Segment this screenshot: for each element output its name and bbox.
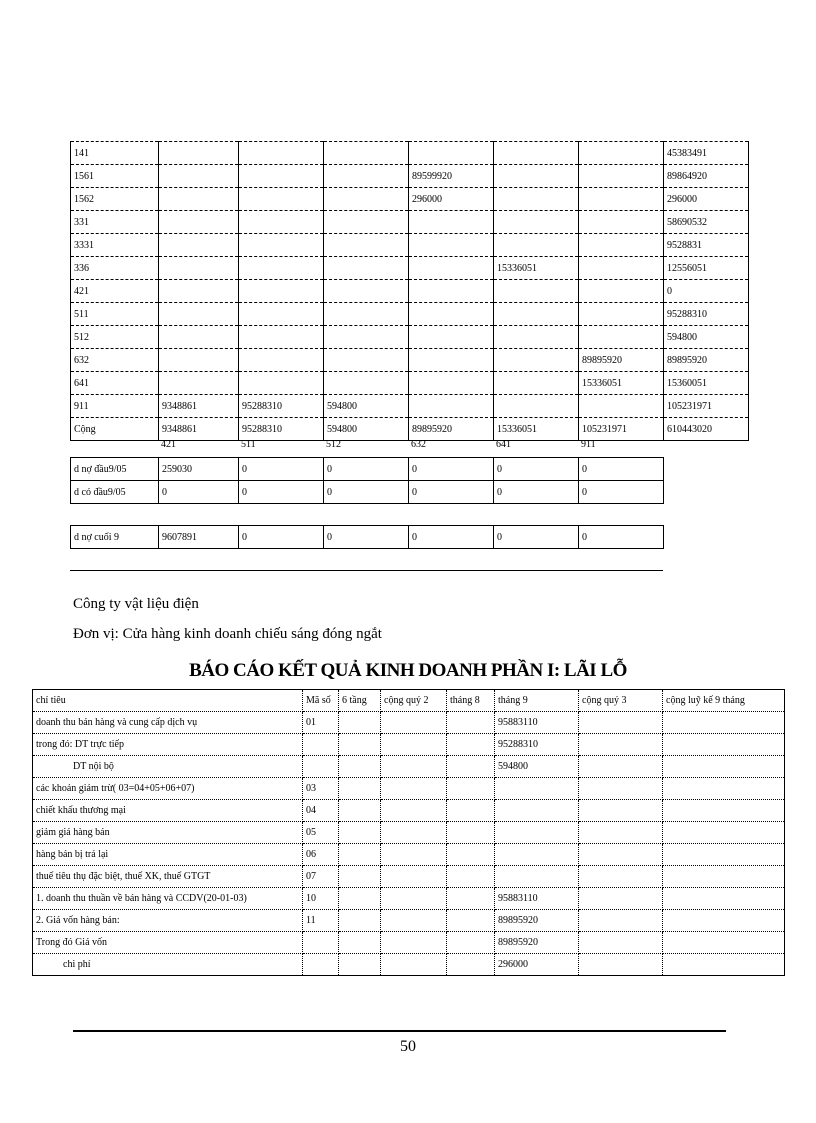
balance-value: 0 [324, 526, 409, 549]
empty-cell [381, 734, 447, 756]
column-header: cộng quý 2 [381, 690, 447, 712]
amount-cell [494, 234, 579, 257]
ledger-row [71, 372, 749, 395]
empty-cell [339, 866, 381, 888]
empty-cell [663, 888, 785, 910]
amount-cell: 12556051 [664, 257, 749, 280]
amount-cell: 89895920 [409, 418, 494, 441]
indicator-code [303, 932, 339, 954]
empty-cell [579, 910, 663, 932]
amount-cell: 9348861 [159, 395, 239, 418]
empty-cell [663, 778, 785, 800]
balance-value: 0 [579, 458, 664, 481]
amount-cell [159, 142, 239, 165]
amount-cell [409, 234, 494, 257]
empty-cell [339, 932, 381, 954]
amount-cell [159, 211, 239, 234]
amount-cell [159, 280, 239, 303]
amount-cell: 9528831 [664, 234, 749, 257]
account-cell: 1562 [71, 188, 159, 211]
indicator-code [303, 756, 339, 778]
empty-cell [447, 954, 495, 976]
empty-cell [663, 756, 785, 778]
empty-cell [381, 778, 447, 800]
ledger-row [71, 257, 749, 280]
unit-name: Đơn vị: Cửa hàng kinh doanh chiếu sáng đóng ngắt [73, 626, 382, 642]
account-cell: 331 [71, 211, 159, 234]
amount-cell [494, 165, 579, 188]
ledger-row [71, 211, 749, 234]
indicator-label: các khoản giảm trừ( 03=04+05+06+07) [33, 778, 303, 800]
balance-value: 0 [239, 481, 324, 504]
amount-cell [579, 188, 664, 211]
amount-cell [239, 142, 324, 165]
empty-cell [663, 844, 785, 866]
indicator-code: 07 [303, 866, 339, 888]
column-header: 6 tầng [339, 690, 381, 712]
empty-cell [447, 866, 495, 888]
month9-value [495, 778, 579, 800]
report-title: BÁO CÁO KẾT QUẢ KINH DOANH PHẦN I: LÃI LỖ [189, 660, 627, 681]
empty-cell [579, 866, 663, 888]
empty-cell [663, 932, 785, 954]
account-code: 512 [326, 438, 341, 450]
balance-value: 0 [494, 526, 579, 549]
amount-cell: 15336051 [579, 372, 664, 395]
empty-cell [447, 800, 495, 822]
amount-cell [494, 349, 579, 372]
amount-cell [324, 326, 409, 349]
amount-cell: 594800 [324, 418, 409, 441]
empty-cell [339, 734, 381, 756]
empty-cell [447, 734, 495, 756]
empty-cell [579, 778, 663, 800]
amount-cell [239, 188, 324, 211]
column-header: tháng 8 [447, 690, 495, 712]
column-header: Mã số [303, 690, 339, 712]
amount-cell [409, 326, 494, 349]
empty-cell [447, 910, 495, 932]
empty-cell [381, 910, 447, 932]
account-cell: 421 [71, 280, 159, 303]
company-name: Công ty vật liệu điện [73, 596, 199, 612]
empty-cell [447, 778, 495, 800]
section-divider [70, 570, 663, 571]
amount-cell [159, 326, 239, 349]
footer-rule [73, 1030, 726, 1032]
income-row [33, 800, 785, 822]
account-code-header [70, 433, 663, 455]
amount-cell [324, 211, 409, 234]
amount-cell: 95288310 [664, 303, 749, 326]
indicator-code [303, 954, 339, 976]
amount-cell [159, 372, 239, 395]
empty-cell [579, 844, 663, 866]
amount-cell [409, 372, 494, 395]
income-row [33, 866, 785, 888]
income-row [33, 932, 785, 954]
empty-cell [579, 734, 663, 756]
account-cell: Cộng [71, 418, 159, 441]
amount-cell [494, 395, 579, 418]
account-code: 911 [581, 438, 596, 450]
month9-value [495, 822, 579, 844]
ledger-row [71, 280, 749, 303]
account-code: 511 [241, 438, 256, 450]
amount-cell [494, 142, 579, 165]
empty-cell [381, 800, 447, 822]
empty-cell [381, 888, 447, 910]
amount-cell: 95288310 [239, 395, 324, 418]
ledger-row [71, 303, 749, 326]
amount-cell: 15360051 [664, 372, 749, 395]
amount-cell [239, 372, 324, 395]
amount-cell: 594800 [324, 395, 409, 418]
column-header: chỉ tiêu [33, 690, 303, 712]
ledger-row [71, 349, 749, 372]
balance-row [71, 526, 664, 549]
amount-cell [494, 280, 579, 303]
amount-cell [579, 257, 664, 280]
amount-cell [159, 165, 239, 188]
indicator-label: thuế tiêu thụ đặc biệt, thuế XK, thuế GTGT [33, 866, 303, 888]
account-code: 421 [161, 438, 176, 450]
amount-cell [239, 303, 324, 326]
indicator-label: DT nội bộ [33, 756, 303, 778]
income-statement-table [32, 689, 785, 976]
amount-cell [409, 395, 494, 418]
amount-cell [409, 349, 494, 372]
balance-value: 0 [324, 458, 409, 481]
amount-cell [409, 280, 494, 303]
column-header: tháng 9 [495, 690, 579, 712]
amount-cell [324, 142, 409, 165]
empty-cell [663, 954, 785, 976]
amount-cell: 105231971 [664, 395, 749, 418]
income-row [33, 734, 785, 756]
indicator-code [303, 734, 339, 756]
empty-cell [663, 866, 785, 888]
empty-cell [579, 712, 663, 734]
month9-value [495, 866, 579, 888]
account-cell: 641 [71, 372, 159, 395]
empty-cell [339, 778, 381, 800]
amount-cell [324, 280, 409, 303]
amount-cell: 89895920 [579, 349, 664, 372]
amount-cell [159, 257, 239, 280]
income-row [33, 910, 785, 932]
indicator-label: 1. doanh thu thuần về bán hàng và CCDV(20-01-03) [33, 888, 303, 910]
month9-value: 89895920 [495, 932, 579, 954]
amount-cell [579, 165, 664, 188]
indicator-code: 05 [303, 822, 339, 844]
balance-row [71, 481, 664, 504]
account-cell: 141 [71, 142, 159, 165]
amount-cell [159, 303, 239, 326]
empty-cell [663, 800, 785, 822]
month9-value [495, 844, 579, 866]
empty-cell [579, 800, 663, 822]
empty-cell [447, 844, 495, 866]
month9-value: 95883110 [495, 888, 579, 910]
income-header-row [33, 690, 785, 712]
month9-value: 89895920 [495, 910, 579, 932]
empty-cell [381, 954, 447, 976]
column-header: cộng luỹ kế 9 tháng [663, 690, 785, 712]
amount-cell [579, 280, 664, 303]
indicator-label: Trong đó Giá vốn [33, 932, 303, 954]
empty-cell [579, 932, 663, 954]
ledger-row [71, 142, 749, 165]
amount-cell [324, 372, 409, 395]
amount-cell: 89599920 [409, 165, 494, 188]
account-cell: 511 [71, 303, 159, 326]
month9-value: 95883110 [495, 712, 579, 734]
empty-cell [579, 756, 663, 778]
income-row [33, 822, 785, 844]
empty-cell [339, 756, 381, 778]
balance-value: 0 [494, 481, 579, 504]
income-row [33, 756, 785, 778]
account-cell: 1561 [71, 165, 159, 188]
amount-cell [409, 303, 494, 326]
balance-value: 0 [579, 481, 664, 504]
balance-row [71, 458, 664, 481]
amount-cell [409, 211, 494, 234]
empty-cell [447, 932, 495, 954]
amount-cell [324, 349, 409, 372]
amount-cell: 15336051 [494, 257, 579, 280]
account-cell: 632 [71, 349, 159, 372]
ledger-row [71, 395, 749, 418]
balance-label: d có đầu9/05 [71, 481, 159, 504]
empty-cell [663, 822, 785, 844]
balance-value: 0 [239, 526, 324, 549]
account-cell: 336 [71, 257, 159, 280]
amount-cell [579, 326, 664, 349]
amount-cell: 9348861 [159, 418, 239, 441]
month9-value: 95288310 [495, 734, 579, 756]
balance-value: 0 [409, 458, 494, 481]
empty-cell [447, 756, 495, 778]
account-cell: 911 [71, 395, 159, 418]
month9-value: 296000 [495, 954, 579, 976]
empty-cell [663, 734, 785, 756]
income-row [33, 844, 785, 866]
indicator-code: 10 [303, 888, 339, 910]
empty-cell [339, 844, 381, 866]
balance-label: d nợ đầu9/05 [71, 458, 159, 481]
empty-cell [339, 910, 381, 932]
amount-cell: 89895920 [664, 349, 749, 372]
account-code: 641 [496, 438, 511, 450]
amount-cell: 45383491 [664, 142, 749, 165]
indicator-label: giảm giá hàng bán [33, 822, 303, 844]
empty-cell [447, 888, 495, 910]
account-code: 632 [411, 438, 426, 450]
indicator-code: 06 [303, 844, 339, 866]
empty-cell [579, 888, 663, 910]
income-row [33, 888, 785, 910]
indicator-code: 01 [303, 712, 339, 734]
empty-cell [339, 800, 381, 822]
amount-cell: 610443020 [664, 418, 749, 441]
empty-cell [579, 954, 663, 976]
amount-cell [324, 303, 409, 326]
amount-cell [159, 234, 239, 257]
empty-cell [447, 822, 495, 844]
amount-cell [239, 349, 324, 372]
balance-value: 0 [409, 481, 494, 504]
empty-cell [663, 910, 785, 932]
indicator-code: 04 [303, 800, 339, 822]
ledger-row [71, 188, 749, 211]
amount-cell [324, 257, 409, 280]
empty-cell [663, 712, 785, 734]
amount-cell [409, 257, 494, 280]
amount-cell [239, 280, 324, 303]
amount-cell [494, 372, 579, 395]
ledger-table [70, 141, 749, 441]
indicator-label: chi phí [33, 954, 303, 976]
amount-cell [239, 234, 324, 257]
amount-cell [239, 165, 324, 188]
indicator-label: doanh thu bán hàng và cung cấp dịch vụ [33, 712, 303, 734]
balance-value: 9607891 [159, 526, 239, 549]
income-row [33, 712, 785, 734]
amount-cell [579, 395, 664, 418]
amount-cell [324, 234, 409, 257]
empty-cell [339, 888, 381, 910]
empty-cell [381, 756, 447, 778]
amount-cell [239, 211, 324, 234]
account-cell: 512 [71, 326, 159, 349]
empty-cell [381, 866, 447, 888]
empty-cell [339, 954, 381, 976]
indicator-code: 03 [303, 778, 339, 800]
ledger-row [71, 165, 749, 188]
empty-cell [381, 712, 447, 734]
income-row [33, 778, 785, 800]
amount-cell [579, 303, 664, 326]
ledger-row [71, 234, 749, 257]
amount-cell [579, 234, 664, 257]
indicator-label: chiết khấu thương mại [33, 800, 303, 822]
indicator-label: trong đó: DT trực tiếp [33, 734, 303, 756]
opening-balance-table [70, 457, 664, 504]
page-number: 50 [400, 1038, 416, 1055]
indicator-label: hàng bán bị trả lại [33, 844, 303, 866]
amount-cell: 105231971 [579, 418, 664, 441]
amount-cell: 296000 [409, 188, 494, 211]
amount-cell: 15336051 [494, 418, 579, 441]
empty-cell [381, 932, 447, 954]
balance-value: 259030 [159, 458, 239, 481]
indicator-label: 2. Giá vốn hàng bán: [33, 910, 303, 932]
balance-value: 0 [579, 526, 664, 549]
amount-cell [239, 257, 324, 280]
amount-cell [409, 142, 494, 165]
amount-cell [579, 211, 664, 234]
empty-cell [579, 822, 663, 844]
amount-cell [159, 349, 239, 372]
amount-cell: 594800 [664, 326, 749, 349]
indicator-code: 11 [303, 910, 339, 932]
amount-cell [494, 326, 579, 349]
empty-cell [339, 712, 381, 734]
balance-value: 0 [239, 458, 324, 481]
empty-cell [339, 822, 381, 844]
balance-value: 0 [409, 526, 494, 549]
empty-cell [381, 844, 447, 866]
amount-cell: 95288310 [239, 418, 324, 441]
month9-value: 594800 [495, 756, 579, 778]
amount-cell [579, 142, 664, 165]
balance-label: d nợ cuối 9 [71, 526, 159, 549]
amount-cell: 296000 [664, 188, 749, 211]
blank-cell [70, 433, 158, 455]
balance-value: 0 [494, 458, 579, 481]
amount-cell: 0 [664, 280, 749, 303]
empty-cell [447, 712, 495, 734]
amount-cell [494, 188, 579, 211]
empty-cell [381, 822, 447, 844]
balance-value: 0 [324, 481, 409, 504]
balance-value: 0 [159, 481, 239, 504]
amount-cell: 58690532 [664, 211, 749, 234]
closing-balance-table [70, 525, 664, 549]
ledger-row [71, 326, 749, 349]
month9-value [495, 800, 579, 822]
amount-cell [324, 165, 409, 188]
amount-cell [494, 211, 579, 234]
account-cell: 3331 [71, 234, 159, 257]
amount-cell [494, 303, 579, 326]
amount-cell [239, 326, 324, 349]
income-row [33, 954, 785, 976]
amount-cell [159, 188, 239, 211]
amount-cell [324, 188, 409, 211]
amount-cell: 89864920 [664, 165, 749, 188]
column-header: cộng quý 3 [579, 690, 663, 712]
